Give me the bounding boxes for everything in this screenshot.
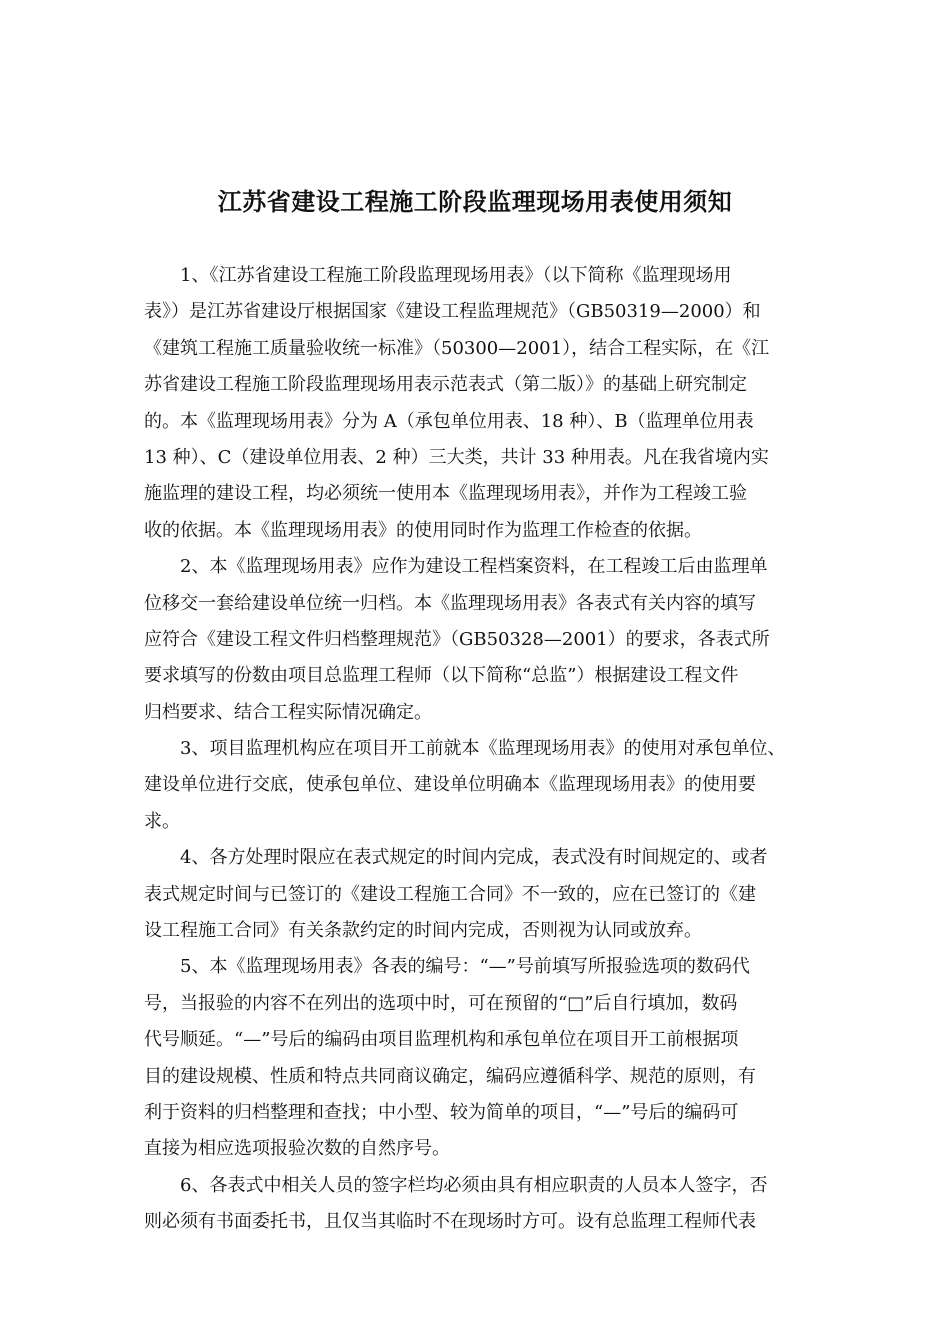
text-line: 3、项目监理机构应在项目开工前就本《监理现场用表》的使用对承包单位、 [180, 738, 786, 760]
text-line: 13 种）、C（建设单位用表、2 种）三大类，共计 33 种用表。凡在我省境内实 [144, 446, 769, 468]
text-line: 利于资料的归档整理和查找；中小型、较为简单的项目，“—”号后的编码可 [144, 1101, 739, 1123]
text-line: 苏省建设工程施工阶段监理现场用表示范表式（第二版）》的基础上研究制定 [144, 374, 747, 396]
text-line: 施监理的建设工程，均必须统一使用本《监理现场用表》，并作为工程竣工验 [144, 483, 747, 505]
text-line: 位移交一套给建设单位统一归档。本《监理现场用表》各表式有关内容的填写 [144, 592, 756, 614]
text-line: 代号顺延。“—”号后的编码由项目监理机构和承包单位在项目开工前根据项 [144, 1029, 739, 1051]
text-line: 5、本《监理现场用表》各表的编号：“—”号前填写所报验选项的数码代 [180, 956, 750, 978]
text-line: 目的建设规模、性质和特点共同商议确定，编码应遵循科学、规范的原则，有 [144, 1065, 756, 1087]
text-line: 6、各表式中相关人员的签字栏均必须由具有相应职责的人员本人签字，否 [180, 1174, 768, 1196]
text-line: 表式规定时间与已签订的《建设工程施工合同》不一致的，应在已签订的《建 [144, 883, 756, 905]
text-line: 要求填写的份数由项目总监理工程师（以下简称“总监”）根据建设工程文件 [144, 665, 739, 687]
document-title: 江苏省建设工程施工阶段监理现场用表使用须知 [217, 188, 733, 216]
text-line: 归档要求、结合工程实际情况确定。 [144, 701, 432, 723]
text-line: 建设单位进行交底，使承包单位、建设单位明确本《监理现场用表》的使用要 [144, 774, 756, 796]
text-line: 设工程施工合同》有关条款约定的时间内完成，否则视为认同或放弃。 [144, 920, 702, 942]
text-line: 则必须有书面委托书，且仅当其临时不在现场时方可。设有总监理工程师代表 [144, 1211, 756, 1233]
text-line: 直接为相应选项报验次数的自然序号。 [144, 1138, 450, 1160]
text-line: 的。本《监理现场用表》分为 A（承包单位用表、18 种）、B（监理单位用表 [144, 410, 754, 432]
text-line: 2、本《监理现场用表》应作为建设工程档案资料，在工程竣工后由监理单 [180, 556, 768, 578]
text-line: 1、《江苏省建设工程施工阶段监理现场用表》（以下简称《监理现场用 [180, 265, 732, 286]
text-line: 4、各方处理时限应在表式规定的时间内完成，表式没有时间规定的、或者 [180, 847, 768, 869]
text-line: 《建筑工程施工质量验收统一标准》（50300—2001），结合工程实际，在《江 [144, 337, 770, 359]
text-line: 应符合《建设工程文件归档整理规范》（GB50328—2001）的要求，各表式所 [144, 628, 770, 650]
text-line: 表》）是江苏省建设厅根据国家《建设工程监理规范》（GB50319—2000）和 [144, 301, 761, 323]
text-line: 号，当报验的内容不在列出的选项中时，可在预留的“□”后自行填加，数码 [144, 992, 738, 1014]
text-line: 收的依据。本《监理现场用表》的使用同时作为监理工作检查的依据。 [144, 519, 702, 541]
document-body [144, 258, 824, 1241]
text-line: 求。 [144, 810, 180, 832]
